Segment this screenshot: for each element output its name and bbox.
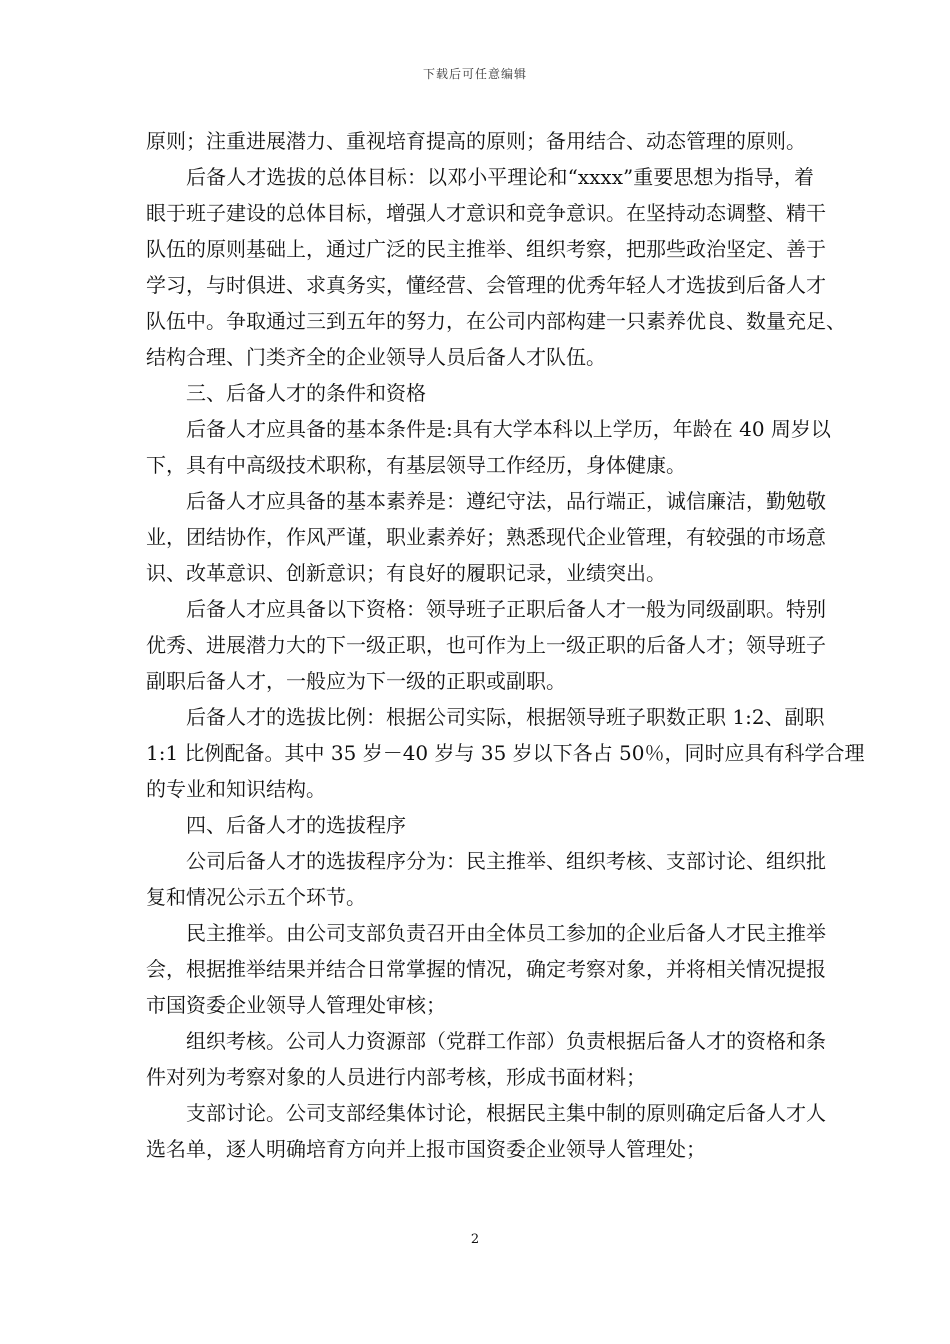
text-line: 组织考核。公司人力资源部（党群工作部）负责根据后备人才的资格和条 xyxy=(186,1029,826,1053)
text-line: 副职后备人才，一般应为下一级的正职或副职。 xyxy=(146,669,566,693)
section-heading: 三、后备人才的条件和资格 xyxy=(186,381,426,405)
text-line: 民主推举。由公司支部负责召开由全体员工参加的企业后备人才民主推举 xyxy=(186,921,826,945)
text-line: 眼于班子建设的总体目标，增强人才意识和竞争意识。在坚持动态调整、精干 xyxy=(146,201,826,225)
page-number: 2 xyxy=(470,1232,480,1247)
document-body xyxy=(146,123,865,1167)
paragraph-basic-qualities xyxy=(146,483,826,591)
paragraph-organizational-assessment xyxy=(146,1023,826,1095)
text-line: 会，根据推举结果并结合日常掌握的情况，确定考察对象，并将相关情况提报 xyxy=(146,957,826,981)
section-heading-3 xyxy=(146,375,814,411)
text-line: 优秀、进展潜力大的下一级正职，也可作为上一级正职的后备人才；领导班子 xyxy=(146,633,826,657)
page-header: 下载后可任意编辑 xyxy=(422,67,527,81)
paragraph-overall-goal xyxy=(146,159,846,375)
text-line: 队伍的原则基础上，通过广泛的民主推举、组织考察，把那些政治坚定、善于 xyxy=(146,237,826,261)
text-line: 支部讨论。公司支部经集体讨论，根据民主集中制的原则确定后备人才人 xyxy=(186,1101,826,1125)
paragraph-qualifications xyxy=(146,591,826,699)
paragraph-basic-conditions xyxy=(146,411,831,483)
paragraph-procedure xyxy=(146,843,826,915)
text-line: 公司后备人才的选拔程序分为：民主推举、组织考核、支部讨论、组织批 xyxy=(186,849,826,873)
text-line: 队伍中。争取通过三到五年的努力，在公司内部构建一只素养优良、数量充足、 xyxy=(146,309,846,333)
text-line: 原则；注重进展潜力、重视培育提高的原则；备用结合、动态管理的原则。 xyxy=(146,129,806,153)
text-line: 结构合理、门类齐全的企业领导人员后备人才队伍。 xyxy=(146,345,606,369)
section-heading: 四、后备人才的选拔程序 xyxy=(186,813,406,837)
text-line: 复和情况公示五个环节。 xyxy=(146,885,366,909)
text-line: 识、改革意识、创新意识；有良好的履职记录，业绩突出。 xyxy=(146,561,666,585)
text-line: 后备人才选拔的总体目标：以邓小平理论和“xxxx”重要思想为指导，着 xyxy=(186,165,814,189)
paragraph-democratic-recommendation xyxy=(146,915,826,1023)
text-line: 后备人才的选拔比例：根据公司实际，根据领导班子职数正职 1:2、副职 xyxy=(186,705,825,729)
text-line: 下，具有中高级技术职称，有基层领导工作经历，身体健康。 xyxy=(146,453,686,477)
paragraph-principles xyxy=(146,123,814,159)
text-line: 后备人才应具备的基本条件是:具有大学本科以上学历，年龄在 40 周岁以 xyxy=(186,417,831,441)
text-line: 件对列为考察对象的人员进行内部考核，形成书面材料； xyxy=(146,1065,646,1089)
text-line: 学习，与时俱进、求真务实，懂经营、会管理的优秀年轻人才选拔到后备人才 xyxy=(146,273,826,297)
section-heading-4 xyxy=(146,807,814,843)
text-line: 的专业和知识结构。 xyxy=(146,777,326,801)
text-line: 后备人才应具备以下资格：领导班子正职后备人才一般为同级副职。特别 xyxy=(186,597,826,621)
text-line: 业，团结协作，作风严谨，职业素养好；熟悉现代企业管理，有较强的市场意 xyxy=(146,525,826,549)
paragraph-selection-ratio xyxy=(146,699,865,807)
paragraph-branch-discussion xyxy=(146,1095,826,1167)
text-line: 1:1 比例配备。其中 35 岁－40 岁与 35 岁以下各占 50％，同时应具有科学合理 xyxy=(146,741,865,765)
text-line: 市国资委企业领导人管理处审核； xyxy=(146,993,446,1017)
text-line: 后备人才应具备的基本素养是：遵纪守法，品行端正，诚信廉洁，勤勉敬 xyxy=(186,489,826,513)
text-line: 选名单，逐人明确培育方向并上报市国资委企业领导人管理处； xyxy=(146,1137,706,1161)
